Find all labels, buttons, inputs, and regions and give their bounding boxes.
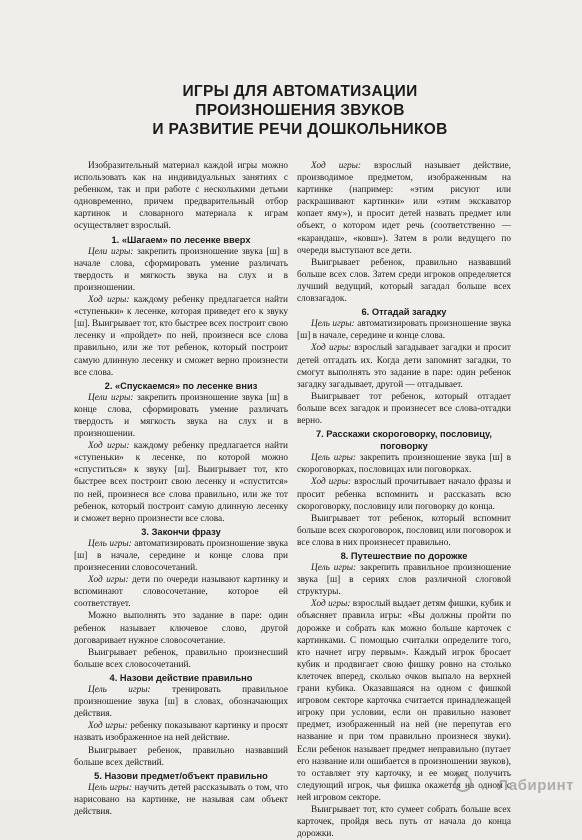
game-2-heading: 2. «Спускаемся» по лесенке вниз — [104, 380, 258, 391]
game-7-winner: Выигрывает тот ребенок, который вспомнит больше всех скороговорок, пословиц или поговорок и все слова в них произнесет правильно. — [297, 513, 511, 548]
goal-label: Цели игры: — [88, 392, 134, 403]
game-3-winner: Выигрывает ребенок, правильно произнесший больше всех словосочетаний. — [74, 647, 288, 670]
game-4-winner: Выигрывает ребенок, правильно назвавший больше всех действий. — [74, 745, 288, 768]
move-text: взрослый загадывает загадки и просит детей отгадать их. Когда дети запомнят загадки, то смогут выполнять это задание в паре: один ребенок загадку загадывает, другой — отгадывает. — [297, 343, 511, 390]
goal-text: научить детей рассказывать о том, что нарисовано на картинке, не называя сам объект действия. — [74, 782, 288, 817]
game-6-heading: 6. Отгадай загадку — [361, 307, 447, 318]
move-text: ребенку показывают картинку и просят назвать изображенное на ней действие. — [74, 721, 288, 744]
right-column — [297, 160, 511, 840]
game-5-move — [297, 160, 511, 257]
goal-label: Цель игры: — [88, 685, 151, 696]
goal-label: Цель игры: — [311, 319, 355, 330]
game-6-goal — [297, 318, 511, 342]
game-7-goal — [297, 452, 511, 476]
goal-text: закрепить произношение звука [ш] в начале слова, сформировать умение различать твердость и мягкость звука на слух и в произношении. — [74, 246, 288, 293]
watermark: Лабиринт — [497, 777, 574, 794]
left-column — [74, 160, 288, 818]
title-line-1: ИГРЫ ДЛЯ АВТОМАТИЗАЦИИ — [182, 83, 418, 100]
goal-text: автоматизировать произношение звука [ш] в начале, середине и конце слова при произнесении словосочетаний. — [74, 538, 288, 574]
goal-text: закрепить произношение звука [ш] в скороговорках, пословицах или поговорках. — [297, 453, 511, 476]
move-text: взрослый называет действие, производимое предметом, изображенным на картинке (например: «этим рисуют или раскрашивают картинки» или «этим экскаватор копает яму»), и просит детей назвать предмет или объект, о котором идет речь (соответственно — «карандаш», «ковш»). Затем в роли ведущего по очереди выступают все дети. — [297, 161, 511, 256]
watermark-logo-icon — [454, 774, 472, 792]
game-4-heading: 4. Назови действие правильно — [109, 672, 253, 683]
move-text: взрослый выдает детям фишки, кубик и объясняет правила игры: «Вы должны пройти по дорожке и собрать как можно больше карточек с картинками. С помощью считалки определите того, кто начнет игру первым». Каждый игрок бросает кубик и продвигает свою фишку ровно на столько клеточек вперед, сколько очков выпало на верхней грани кубика. Оказавшаяся на одном с фишкой игровом секторе карточка считается принадлежащей игроку при условии, если он правильно назовет предмет, изображенный на ней (не перепутав его название и при том правильно произнеся звуки). Если ребенок называет предмет неправильно (путает его название или ошибается в произношении звуков), то оставляет эту карточку, и ее может получить следующий игрок, чья фишка окажется на одном с ней игровом секторе. — [297, 599, 511, 803]
goal-label: Цель игры: — [88, 782, 132, 793]
goal-label: Цель игры: — [88, 538, 132, 549]
game-8-move — [297, 598, 511, 804]
game-5-heading: 5. Назови предмет/объект правильно — [94, 770, 268, 781]
intro-paragraph: Изобразительный материал каждой игры можно использовать как на индивидуальных занятиях с ребенком, так и при работе с несколькими детьми одновременно, причем предварительный отбор картинок и словарного материала к играм осуществляет взрослый. — [74, 161, 288, 232]
move-label: Ход игры: — [311, 343, 352, 354]
move-label: Ход игры: — [88, 295, 130, 306]
title-line-3: И РАЗВИТИЕ РЕЧИ ДОШКОЛЬНИКОВ — [152, 121, 448, 138]
game-7-move — [297, 476, 511, 512]
title-line-2: ПРОИЗНОШЕНИЯ ЗВУКОВ — [195, 102, 405, 119]
move-text: каждому ребенку предлагается найти «ступеньки» к лесенке, которая приведет его к звуку [ш]. Выигрывает тот, кто быстрее всех построит свою лесенку и «пройдет» по ней, произнеся все слова правильно, или же тот ребенок, который построит самую длинную лесенку и сможет верно произнести все слова. — [74, 295, 288, 378]
game-1-move — [74, 294, 288, 379]
game-6-winner: Выигрывает тот ребенок, который отгадает больше всех загадок и произнесет все слова-отгадки верно. — [297, 391, 511, 426]
goal-text: закрепить правильное произношение звука [ш] в сериях слов различной слоговой структуры. — [297, 563, 511, 598]
goal-label: Цель игры: — [311, 563, 357, 574]
game-4-goal — [74, 684, 288, 720]
game-2-goal — [74, 392, 288, 440]
game-4-move — [74, 720, 288, 744]
move-text: дети по очереди называют картинку и вспоминают словосочетание, которое ей соответствует. — [74, 575, 288, 610]
goal-label: Цели игры: — [88, 246, 134, 257]
game-1-heading: 1. «Шагаем» по лесенке вверх — [111, 234, 251, 245]
game-3-note: Можно выполнять это задание в паре: один ребенок называет ключевое слово, другой договаривает нужное словосочетание. — [74, 611, 288, 646]
goal-text: автоматизировать произношение звука [ш] в начале, середине и конце слова. — [297, 319, 511, 342]
goal-label: Цель игры: — [311, 453, 357, 464]
game-3-heading: 3. Закончи фразу — [141, 526, 221, 537]
game-3-move — [74, 574, 288, 610]
game-7-heading: 7. Расскажи скороговорку, пословицу, поговорку — [315, 429, 493, 452]
game-8-heading: 8. Путешествие по дорожке — [340, 551, 468, 561]
move-label: Ход игры: — [88, 575, 129, 586]
goal-text: закрепить произношение звука [ш] в конце слова, сформировать умение различать твердость и мягкость звука на слух и в произношении. — [74, 392, 288, 440]
game-1-goal — [74, 246, 288, 294]
move-label: Ход игры: — [88, 721, 128, 732]
move-text: каждому ребенку предлагается найти «ступеньки» к лесенке, по которой можно «спуститься» к звуку [ш]. Выигрывает тот, кто быстрее всех построит свою лесенку и «спустится» по ней, произнеся все слова правильно, или же тот ребенок, который построит самую длинную лесенку и сможет верно произнести все слова. — [74, 441, 288, 524]
move-label: Ход игры: — [311, 599, 351, 610]
game-8-winner: Выигрывает тот, кто сумеет собрать больше всех карточек, пройдя весь путь от начала до конца дорожки. — [297, 804, 511, 840]
game-6-move — [297, 342, 511, 390]
page-title — [100, 82, 500, 139]
move-label: Ход игры: — [311, 161, 362, 171]
goal-text: тренировать правильное произношение звука [ш] в словах, обозначающих действия. — [74, 685, 288, 720]
move-label: Ход игры: — [311, 477, 352, 488]
move-text: взрослый прочитывает начало фразы и просит ребенка вспомнить и рассказать всю скороговорку, пословицу или поговорку до конца. — [297, 477, 511, 512]
game-5-winner: Выигрывает ребенок, правильно назвавший больше всех слов. Затем среди игроков определяется лучший ведущий, который загадал больше всех словзагадок. — [297, 257, 511, 305]
game-8-goal — [297, 562, 511, 598]
move-label: Ход игры: — [88, 441, 130, 452]
game-3-goal — [74, 538, 288, 574]
game-2-move — [74, 440, 288, 525]
